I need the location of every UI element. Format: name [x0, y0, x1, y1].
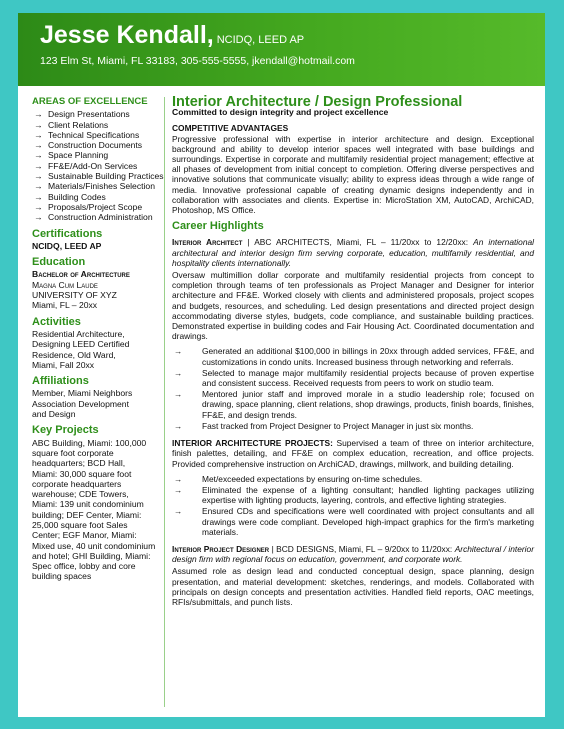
list-item: → Construction Documents	[32, 140, 160, 150]
excellence-list	[32, 109, 164, 223]
list-item: → Ensured CDs and specifications were well coordinated with project consultants and all drawings were code compliant. Developed high-impact graphics for the firm's marketing materials.	[172, 506, 534, 537]
candidate-name: Jesse Kendall, NCIDQ, LEED AP	[40, 21, 305, 49]
advantages-heading: COMPETITIVE ADVANTAGES	[172, 123, 289, 134]
job-title: Interior Project Designer	[172, 543, 270, 554]
projects-line: Center; EGF Manor, Miami:	[32, 530, 137, 541]
job-summary: Oversaw multimillion dollar corporate and multifamily residential projects from concept to completion through teams of ten professionals as Project Manager and Designer for interior architecture and FF&E. Worked closely with clients and administered proposals, project scopes and budgets, resources, and scheduling. Led design presentations and directed project design accommodating diverse styles, budgets, code compliance, and sustainable building practices. Demonstrated expertise in building codes and Fair Housing Act. Coordinated documentation and drawings.	[172, 270, 534, 342]
degree: Bachelor of Architecture	[32, 269, 130, 280]
excellence-heading: AREAS OF EXCELLENCE	[32, 96, 148, 107]
honors: Magna Cum Laude	[32, 279, 98, 290]
career-heading: Career Highlights	[172, 220, 264, 233]
candidate-credentials: NCIDQ, LEED AP	[216, 34, 305, 46]
list-item: → FF&E/Add-On Services	[32, 161, 160, 171]
list-item: → Materials/Finishes Selection	[32, 181, 160, 191]
list-item: → Mentored junior staff and improved morale in a studio leadership role; focused on drawing, space planning, client relations, shop drawings, products, finish boards, finishes, FF&E, and design trends.	[172, 389, 534, 420]
projects-line: Miami: 30,000 square foot	[32, 468, 132, 479]
projects-achievements	[172, 474, 534, 537]
activities-line: Miami, Fall 20xx	[32, 359, 95, 370]
list-item: → Generated an additional $100,000 in billings in 20xx through added services, FF&E, and customizations in condo units. Increased business through networking and referrals.	[172, 346, 534, 366]
job-header	[172, 544, 534, 564]
job-header	[172, 237, 534, 268]
university: UNIVERSITY OF XYZ	[32, 290, 117, 301]
certifications-text: NCIDQ, LEED AP	[32, 240, 102, 251]
list-item: → Eliminated the expense of a lighting consultant; handled lighting packages utilizing expertise with lighting products, layering, controls, and effective lighting strategies.	[172, 485, 534, 505]
activities-line: Designing LEED Certified	[32, 339, 130, 350]
main-content	[172, 94, 535, 607]
activities-line: Residential Architecture,	[32, 328, 125, 339]
column-divider	[164, 97, 165, 707]
projects-line: building spaces	[32, 571, 92, 582]
projects-label: INTERIOR ARCHITECTURE PROJECTS:	[172, 438, 333, 449]
projects-line: warehouse; CDE Towers,	[32, 489, 129, 500]
professional-title: Interior Architecture / Design Professional	[172, 94, 463, 110]
list-item: → Building Codes	[32, 192, 160, 202]
job-company: | BCD DESIGNS, Miami, FL – 9/20xx to 11/20xx:	[271, 543, 453, 554]
list-item: → Proposals/Project Scope	[32, 202, 160, 212]
list-item: → Space Planning	[32, 150, 160, 160]
projects-line: square foot corporate	[32, 447, 114, 458]
projects-line: Miami: 139 unit condominium	[32, 499, 144, 510]
job-summary: Assumed role as design lead and conducted conceptual design, space planning, design presentation, and material development: sketches, renderings, and models. Collaborated with principals on design concepts and presentation activities. Handled field reports, OAC meetings, RFIs/submittals, and punch lists.	[172, 566, 534, 607]
projects-line: headquarters; BCD Hall,	[32, 458, 126, 469]
job-company: | ABC ARCHITECTS, Miami, FL – 11/20xx to 12/20xx:	[247, 237, 469, 248]
list-item: → Met/exceeded expectations by ensuring on-time schedules.	[172, 474, 534, 484]
affiliations-line: and Design	[32, 409, 76, 420]
advantages-text: Progressive professional with expertise in interior architecture and design. Exceptional background and ability to develop interior spaces well integrated with base buildings and surroundings. Expertise in corporate and multifamily residential project management; effective at all phases of development from initial concept to completion. Offering diverse perspectives and innovative solutions that communicate visually; ability to express ideas through a wide range of media. Innovative professional capable of creating dynamic designs independently and in collaboration with associates and clients. Expertise in: MicroStation XM, AutoCAD, ArchiCAD, Photoshop, MS Office.	[172, 133, 534, 216]
job-description: Architectural / interior design firm with regional focus on education, government, and corporate work.	[172, 543, 534, 565]
tagline: Committed to design integrity and project excellence	[172, 107, 389, 118]
list-item: → Fast tracked from Project Designer to Project Manager in just six months.	[172, 421, 534, 431]
list-item: → Client Relations	[32, 120, 160, 130]
list-item: → Selected to manage major multifamily residential projects because of proven expertise and consistent success. Received requests from peers to work on studio team.	[172, 368, 534, 388]
list-item: → Design Presentations	[32, 109, 160, 119]
projects-line: Spec office, lobby and core	[32, 561, 136, 572]
list-item: → Construction Administration	[32, 212, 160, 222]
sidebar	[32, 96, 164, 582]
education-location: Miami, FL – 20xx	[32, 300, 98, 311]
projects-line: Mixed use, 40 unit condominium	[32, 540, 156, 551]
header-banner	[18, 13, 545, 86]
contact-info: 123 Elm St, Miami, FL 33183, 305-555-5555, jkendall@hotmail.com	[40, 55, 355, 67]
projects-line: ABC Building, Miami: 100,000	[32, 437, 147, 448]
job-title: Interior Architect	[172, 237, 243, 248]
projects-heading: Key Projects	[32, 424, 99, 437]
job-achievements	[172, 346, 534, 431]
affiliations-line: Member, Miami Neighbors	[32, 388, 133, 399]
resume-page	[18, 13, 545, 717]
activities-heading: Activities	[32, 315, 81, 328]
activities-line: Residence, Old Ward,	[32, 349, 116, 360]
list-item: → Technical Specifications	[32, 130, 160, 140]
projects-summary: INTERIOR ARCHITECTURE PROJECTS: Supervised a team of three on interior architecture, finish palettes, detailing, and FF&E on complex education, recreation, and office projects. Provided comprehensive instruction on ArchiCAD, drawings, millwork, and building detailing.	[172, 438, 535, 469]
projects-line: 25,000 square foot Sales	[32, 519, 128, 530]
education-heading: Education	[32, 256, 86, 269]
affiliations-line: Association Development	[32, 398, 129, 409]
job-description: An international architectural and interior design firm serving corporate, education, multifamily residential, and hospitality clients internationally.	[172, 237, 535, 268]
affiliations-heading: Affiliations	[32, 375, 89, 388]
certifications-heading: Certifications	[32, 227, 103, 240]
projects-line: and hotel; GHI Building, Miami:	[32, 550, 151, 561]
projects-line: building; DEF Center, Miami:	[32, 509, 142, 520]
projects-line: corporate headquarters	[32, 478, 122, 489]
list-item: → Sustainable Building Practices	[32, 171, 160, 181]
